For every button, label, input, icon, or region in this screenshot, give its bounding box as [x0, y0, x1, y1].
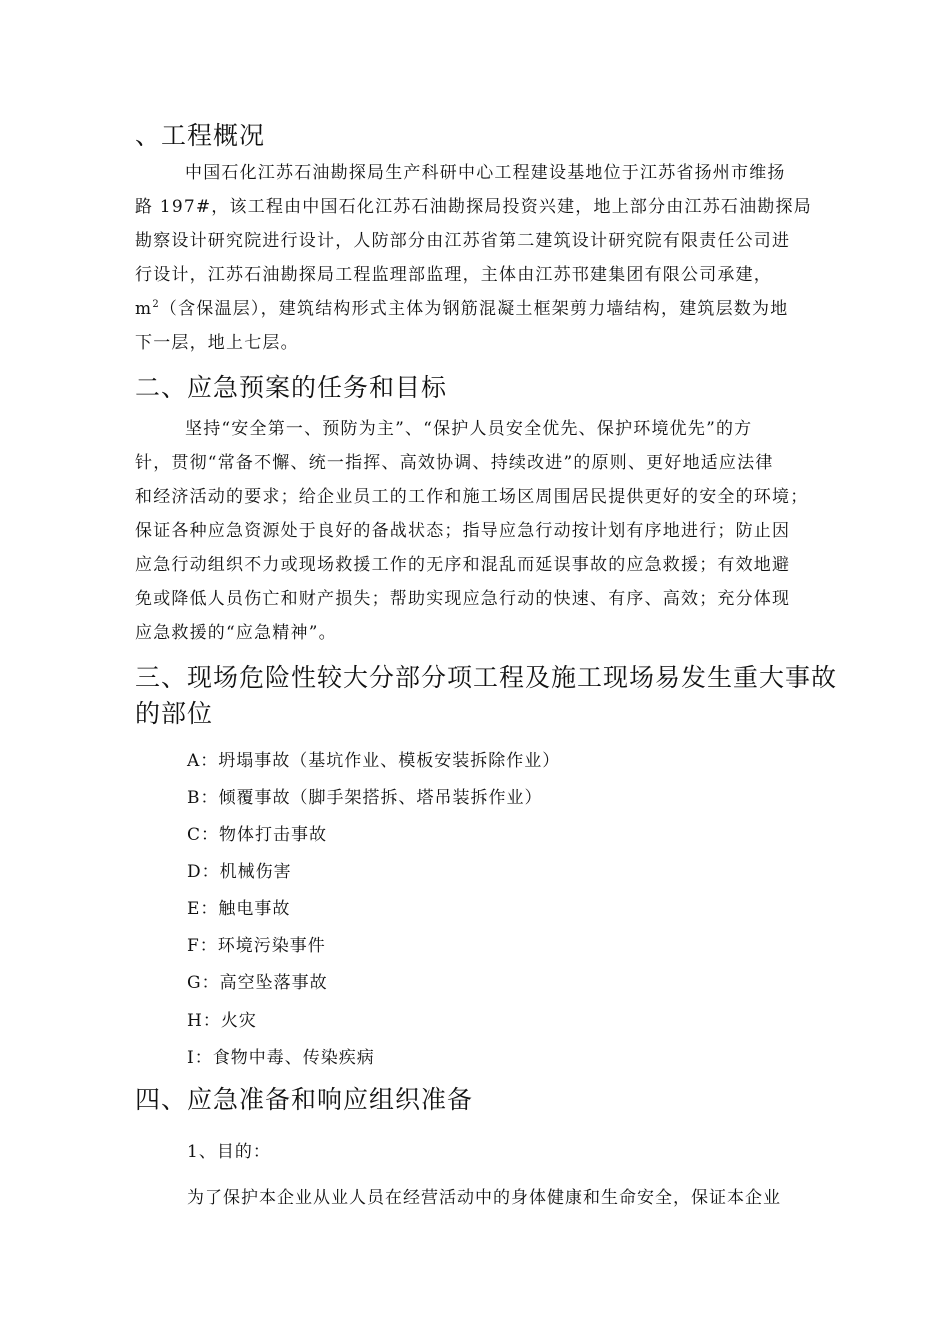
paragraph-line: 下一层，地上七层。: [135, 333, 299, 353]
list-item: G：高空坠落事故: [187, 973, 328, 993]
paragraph-line: 勘察设计研究院进行设计，人防部分由江苏省第二建筑设计研究院有限责任公司进: [135, 231, 791, 251]
section-3-heading: 三、现场危险性较大分部分项工程及施工现场易发生重大事故 的部位: [135, 663, 838, 728]
paragraph-line: 应急行动组织不力或现场救援工作的无序和混乱而延误事故的应急救援；有效地避: [135, 555, 791, 575]
list-item: I：食物中毒、传染疾病: [187, 1048, 375, 1068]
list-item: B：倾覆事故（脚手架搭拆、塔吊装拆作业）: [187, 788, 543, 808]
unit-base: m: [135, 299, 153, 319]
section-1-heading: 、工程概况: [135, 121, 266, 150]
unit-superscript: 2: [152, 299, 160, 310]
paragraph-line: 保证各种应急资源处于良好的备战状态；指导应急行动按计划有序地进行；防止因: [135, 521, 791, 541]
paragraph-line: $m^2$（含保温层），建筑结构形式主体为钢筋混凝土框架剪力墙结构，建筑层数为地: [135, 299, 789, 319]
paragraph-line: 应急救援的“应急精神”。: [135, 623, 337, 643]
section-2-heading: 二、应急预案的任务和目标: [135, 373, 448, 402]
paragraph-line: 行设计，江苏石油勘探局工程监理部监理，主体由江苏邗建集团有限公司承建，: [135, 265, 772, 285]
paragraph-line: 和经济活动的要求；给企业员工的工作和施工场区周围居民提供更好的安全的环境；: [135, 487, 809, 507]
list-item: F：环境污染事件: [187, 936, 326, 956]
section-4-heading: 四、应急准备和响应组织准备: [135, 1085, 474, 1114]
paragraph-line: 针，贯彻“常备不懈、统一指挥、高效协调、持续改进”的原则、更好地适应法律: [135, 453, 774, 473]
section-4-paragraph-line: 为了保护本企业从业人员在经营活动中的身体健康和生命安全，保证本企业: [187, 1188, 781, 1208]
section-2-paragraph: [135, 412, 835, 650]
list-item: E：触电事故: [187, 899, 291, 919]
paragraph-line: 免或降低人员伤亡和财产损失；帮助实现应急行动的快速、有序、高效；充分体现: [135, 589, 791, 609]
paragraph-line: 路 197#，该工程由中国石化江苏石油勘探局投资兴建，地上部分由江苏石油勘探局: [135, 197, 812, 217]
subsection-heading: 1、目的：: [187, 1142, 271, 1162]
paragraph-line: 坚持“安全第一、预防为主”、“保护人员安全优先、保护环境优先”的方: [185, 419, 753, 439]
section-1-paragraph: [135, 156, 835, 360]
list-item: H：火灾: [187, 1011, 257, 1031]
list-item: C：物体打击事故: [187, 825, 328, 845]
list-item: D：机械伤害: [187, 862, 292, 882]
paragraph-line: 中国石化江苏石油勘探局生产科研中心工程建设基地位于江苏省扬州市维扬: [185, 163, 786, 183]
list-item: A：坍塌事故（基坑作业、模板安装拆除作业）: [187, 751, 561, 771]
